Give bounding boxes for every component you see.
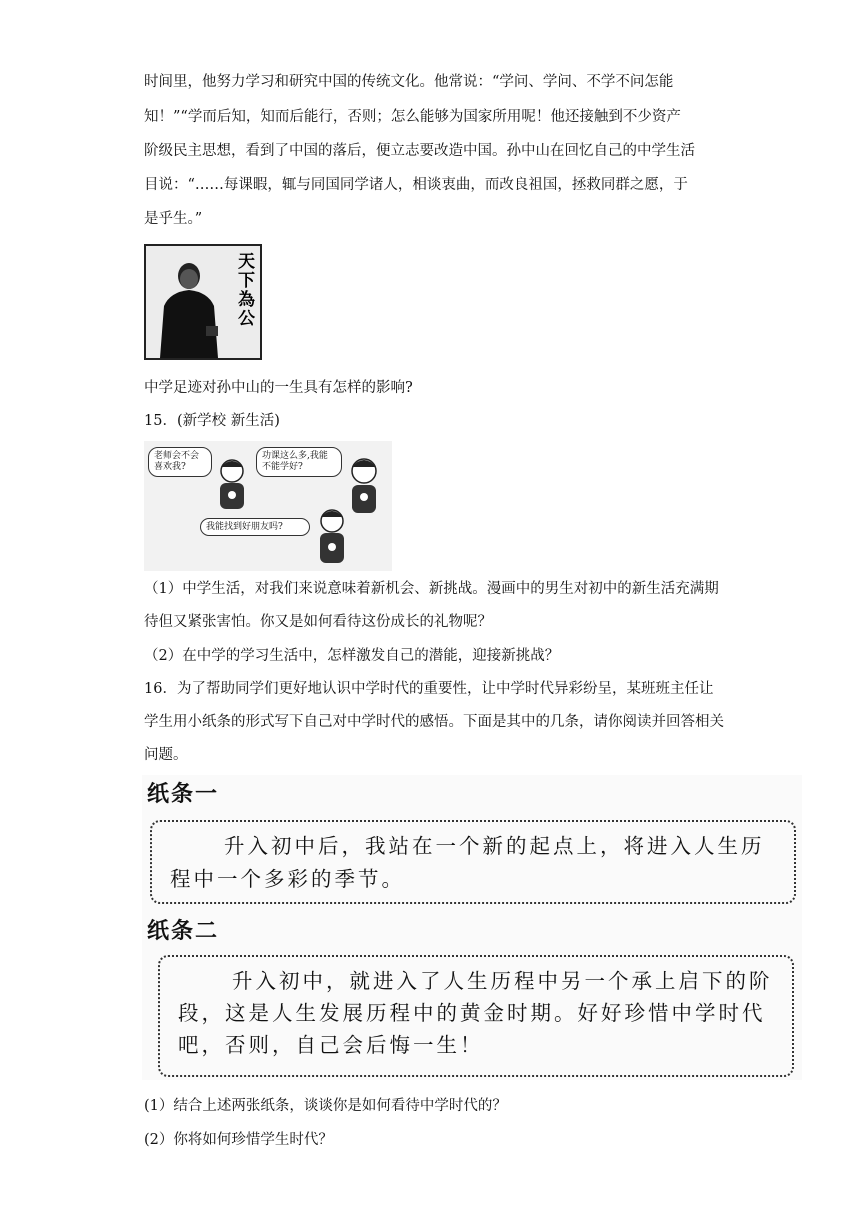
note2-label: 纸条二 [147,919,220,944]
q14-question: 中学足迹对孙中山的一生具有怎样的影响? [144,380,413,396]
q15-title: 15．(新学校 新生活) [144,413,280,429]
intro-line-5: 是乎生。” [144,211,203,227]
q16-part2: (2）你将如何珍惜学生时代？ [144,1132,333,1148]
intro-line-1: 时间里，他努力学习和研究中国的传统文化。他常说：“学问、学问、不学不问怎能 [144,74,674,90]
q16-part1: (1）结合上述两张纸条，谈谈你是如何看待中学时代的？ [144,1098,507,1114]
note1-box [150,820,796,904]
boy-figure-icon [210,457,254,513]
bubble-friends: 我能找到好朋友吗? [200,518,310,536]
note2-text: 升入初中，就进入了人生历程中另一个承上启下的阶段，这是人生发展历程中的黄金时期。好好珍惜中学时代吧，否则，自己会后悔一生！ [178,969,773,1057]
note2-box [158,955,794,1077]
note1-text: 升入初中后，我站在一个新的起点上，将进入人生历程中一个多彩的季节。 [170,834,765,891]
bubble-homework: 功课这么多,我能不能学好? [256,447,342,477]
note1-label: 纸条一 [147,782,220,807]
boy-wondering-icon [310,507,354,569]
q15-part1: （1）中学生活，对我们来说意味着新机会、新挑战。漫画中的男生对初中的新生活充满期待但又紧张害怕。你又是如何看待这份成长的礼物呢？ [144,581,719,630]
intro-line-4: 目说：“……每课暇，辄与同国同学诸人，相谈衷曲，而改良祖国，拯救同群之愿，于 [144,177,688,193]
intro-line-3: 阶级民主思想，看到了中国的落后，便立志要改造中国。孙中山在回忆自己的中学生活 [144,143,695,159]
intro-line-2: 知！”“学而后知，知而后能行，否则；怎么能够为国家所用呢！他还接触到不少资产 [144,109,681,125]
calligraphy-text: 天下為公 [234,252,254,328]
q16-intro: 16．为了帮助同学们更好地认识中学时代的重要性，让中学时代异彩纷呈，某班班主任让学生用小纸条的形式写下自己对中学时代的感悟。下面是其中的几条，请你阅读并回答相关问题。 [144,681,724,763]
comic-illustration [144,441,392,571]
bubble-teacher: 老师会不会喜欢我? [148,447,212,477]
sun-yatsen-portrait [144,244,262,360]
q15-part2: （2）在中学的学习生活中，怎样激发自己的潜能，迎接新挑战？ [144,648,560,664]
